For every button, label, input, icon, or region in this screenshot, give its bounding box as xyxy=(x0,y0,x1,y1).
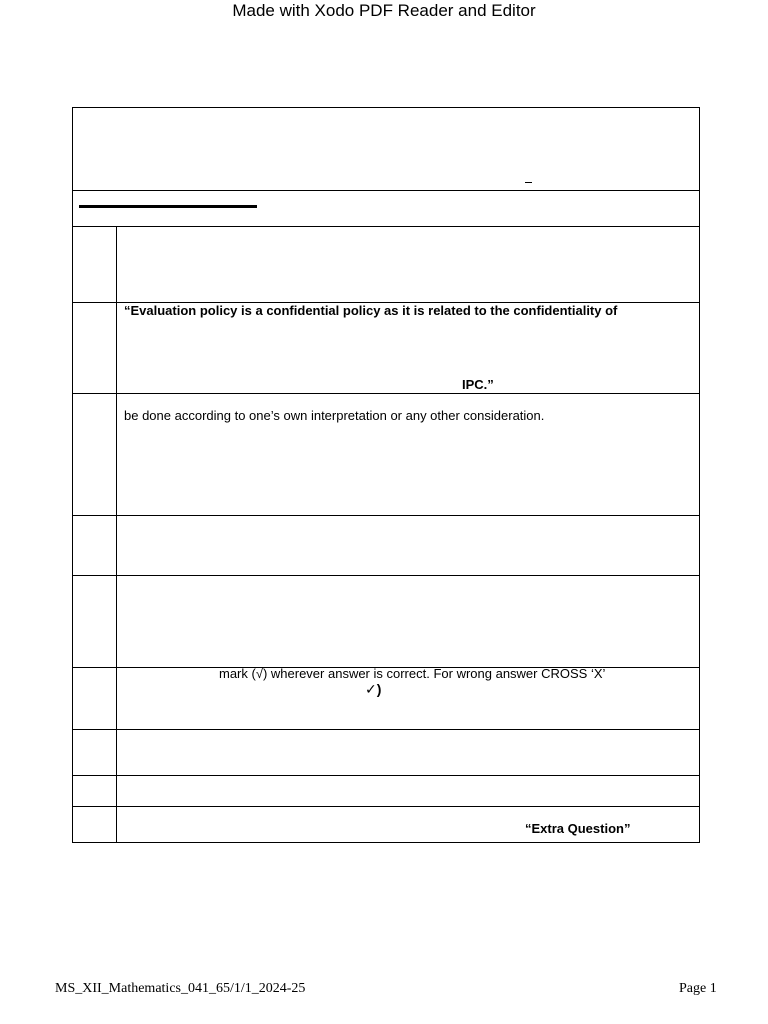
row-divider-5 xyxy=(73,575,699,576)
row-divider-9 xyxy=(73,806,699,807)
row-divider-8 xyxy=(73,775,699,776)
row-divider-3 xyxy=(73,393,699,394)
policy-statement-line2: IPC.” xyxy=(462,377,494,392)
extra-question-label: “Extra Question” xyxy=(525,821,631,836)
row-divider-7 xyxy=(73,729,699,730)
interpretation-text: be done according to one’s own interpretation or any other consideration. xyxy=(124,408,545,423)
document-code: MS_XII_Mathematics_041_65/1/1_2024-25 xyxy=(55,981,306,996)
heading-underline xyxy=(79,205,257,208)
marking-instruction-line1: mark (√) wherever answer is correct. For wrong answer CROSS ‘X’ xyxy=(219,666,606,681)
xodo-banner: Made with Xodo PDF Reader and Editor xyxy=(232,1,536,20)
policy-statement-line1: “Evaluation policy is a confidential policy as it is related to the confidentiality of xyxy=(124,303,618,318)
tick-mark-note: ✓) xyxy=(365,681,382,697)
dash-mark xyxy=(525,182,532,183)
number-column-divider xyxy=(116,226,117,843)
instructions-table xyxy=(72,107,700,843)
row-divider-4 xyxy=(73,515,699,516)
header-divider xyxy=(73,190,699,191)
page-number: Page 1 xyxy=(679,981,717,996)
row-divider-1 xyxy=(73,226,699,227)
